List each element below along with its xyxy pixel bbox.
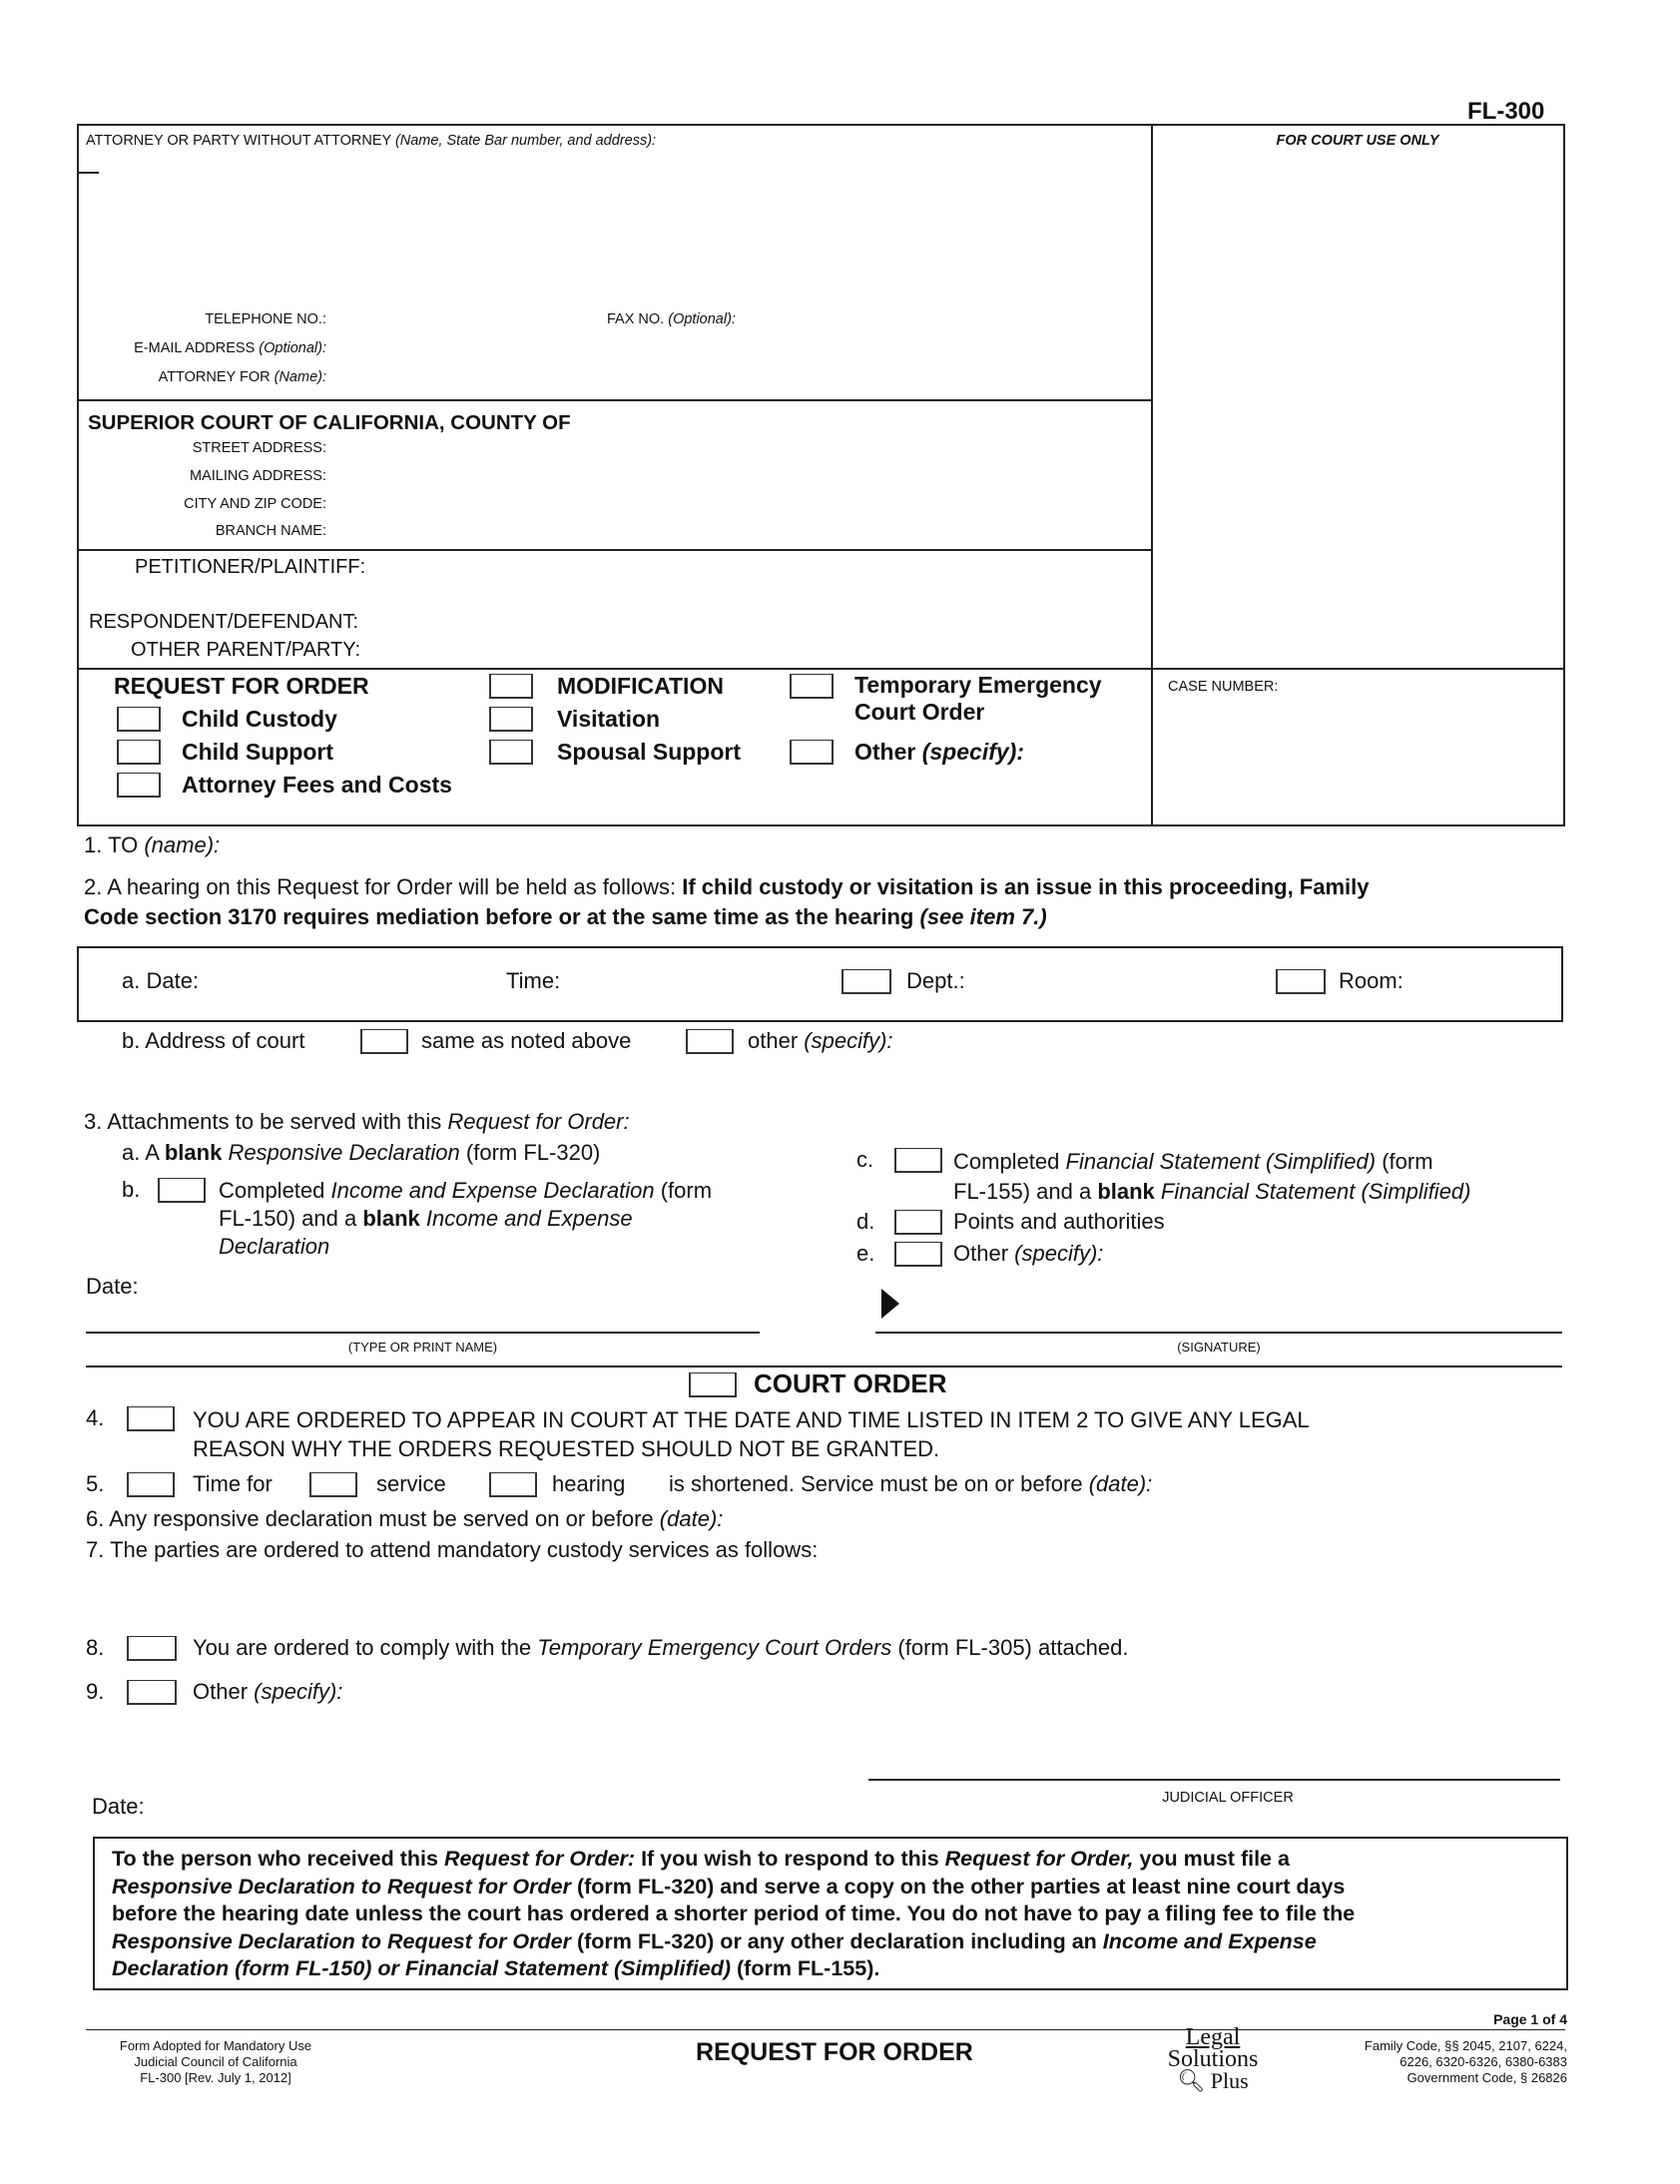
income-expense-checkbox[interactable]	[158, 1178, 206, 1203]
item-8: You are ordered to comply with the Temporary Emergency Court Orders (form FL-305) attached.	[193, 1635, 1129, 1660]
item-3c-label: c.	[856, 1147, 874, 1172]
item-3b: Completed Income and Expense Declaration (form FL-150) and a blank Income and Expense Declaration	[219, 1178, 713, 1259]
dept-checkbox[interactable]	[841, 969, 891, 994]
item-3b-label: b.	[122, 1177, 141, 1202]
attorney-label: ATTORNEY OR PARTY WITHOUT ATTORNEY (Name, State Bar number, and address):	[86, 133, 657, 149]
magnifier-icon: 🔍︎	[1177, 2068, 1206, 2093]
item-3c: Completed Financial Statement (Simplified) (form FL-155) and a blank Financial Statement (Simplified)	[953, 1149, 1471, 1204]
request-title: REQUEST FOR ORDER	[114, 673, 369, 699]
branch-label: BRANCH NAME:	[215, 523, 326, 539]
service-label: service	[376, 1471, 446, 1496]
room-checkbox[interactable]	[1276, 969, 1326, 994]
divider	[77, 668, 1563, 670]
respondent-label: RESPONDENT/DEFENDANT:	[89, 611, 359, 633]
other-address-label: other (specify):	[748, 1028, 893, 1053]
spousal-support-label: Spousal Support	[557, 739, 741, 765]
item-8-checkbox[interactable]	[127, 1636, 177, 1661]
item-6: 6. Any responsive declaration must be served on or before (date):	[86, 1506, 724, 1531]
item-3e: Other (specify):	[953, 1241, 1104, 1266]
modification-label: MODIFICATION	[557, 673, 724, 699]
telephone-label: TELEPHONE NO.:	[205, 311, 326, 327]
temporary-emergency-checkbox[interactable]	[790, 674, 834, 699]
other-address-checkbox[interactable]	[686, 1029, 734, 1054]
mailing-label: MAILING ADDRESS:	[190, 468, 326, 484]
item-3a: a. A blank Responsive Declaration (form FL-320)	[122, 1140, 601, 1165]
petitioner-label: PETITIONER/PLAINTIFF:	[135, 556, 366, 578]
city-label: CITY AND ZIP CODE:	[184, 496, 326, 512]
item-4-checkbox[interactable]	[127, 1406, 175, 1431]
case-number-label: CASE NUMBER:	[1168, 679, 1279, 695]
spousal-support-checkbox[interactable]	[489, 740, 533, 765]
court-use-divider	[1151, 124, 1153, 824]
footer-title: REQUEST FOR ORDER	[696, 2038, 973, 2066]
modification-checkbox[interactable]	[489, 674, 533, 699]
signature-arrow-icon	[881, 1289, 899, 1319]
item-3e-label: e.	[856, 1241, 875, 1266]
signature-line[interactable]	[875, 1332, 1562, 1334]
divider	[77, 399, 1152, 401]
hearing-label: hearing	[552, 1471, 626, 1496]
item-5-checkbox[interactable]	[127, 1472, 175, 1497]
attorney-fees-label: Attorney Fees and Costs	[182, 772, 452, 798]
hearing-time-label: Time:	[506, 968, 561, 993]
hearing-date-label: a. Date:	[122, 968, 200, 993]
other-request-checkbox[interactable]	[790, 740, 834, 765]
divider	[77, 549, 1152, 551]
fax-label: FAX NO. (Optional):	[607, 311, 736, 327]
item-9-checkbox[interactable]	[127, 1680, 177, 1705]
room-label: Room:	[1339, 968, 1403, 993]
notice-text: To the person who received this Request for Order: If you wish to respond to this Request for Order, you must file a Responsive Declaration to Request for Order (form FL-320) and serve a copy on the other parties at least nine court days before the hearing date unless the court has ordered a shorter period of time. You do not have to pay a filing fee to file the Responsive Declaration to Request for Order (form FL-320) or any other declaration including an Income and Expense Declaration (form FL-150) or Financial Statement (Simplified) (form FL-155).	[112, 1847, 1356, 1980]
time-for-label: Time for	[193, 1471, 273, 1496]
court-title: SUPERIOR COURT OF CALIFORNIA, COUNTY OF	[88, 411, 571, 434]
attorney-fees-checkbox[interactable]	[117, 773, 161, 798]
same-address-label: same as noted above	[421, 1028, 632, 1053]
item-1: 1. TO (name):	[84, 832, 221, 857]
item-4: YOU ARE ORDERED TO APPEAR IN COURT AT THE DATE AND TIME LISTED IN ITEM 2 TO GIVE ANY LEGAL REASON WHY THE ORDERS REQUESTED SHOULD NOT BE GRANTED.	[193, 1407, 1310, 1461]
visitation-label: Visitation	[557, 706, 661, 732]
code-citations: Family Code, §§ 2045, 2107, 6224, 6226, 6320-6326, 6380-6383 Government Code, § 26826	[1364, 2038, 1567, 2085]
temporary-emergency-label: Temporary Emergency Court Order	[854, 672, 1102, 725]
type-name-caption: (TYPE OR PRINT NAME)	[347, 1340, 498, 1355]
service-checkbox[interactable]	[309, 1472, 357, 1497]
item-2: 2. A hearing on this Request for Order will be held as follows: If child custody or visitation is an issue in this proceeding, Family Code section 3170 requires mediation before or at the same time as the hearing (see item 7.)	[84, 874, 1370, 929]
address-label: b. Address of court	[122, 1028, 305, 1053]
item-3d: Points and authorities	[953, 1209, 1165, 1234]
item-8-number: 8.	[86, 1635, 105, 1660]
name-line[interactable]	[86, 1332, 760, 1334]
item-3d-label: d.	[856, 1209, 875, 1234]
other-request-label: Other (specify):	[854, 739, 1024, 765]
court-order-title: COURT ORDER	[754, 1368, 947, 1398]
points-authorities-checkbox[interactable]	[894, 1210, 942, 1235]
footer-divider	[86, 2029, 1565, 2030]
item-3: 3. Attachments to be served with this Request for Order:	[84, 1109, 630, 1134]
order-date-label: Date:	[92, 1794, 145, 1819]
judicial-officer-line[interactable]	[868, 1779, 1560, 1781]
other-attachment-checkbox[interactable]	[894, 1242, 942, 1267]
form-id: FL-300	[1467, 98, 1545, 125]
court-order-checkbox[interactable]	[689, 1372, 737, 1397]
visitation-checkbox[interactable]	[489, 707, 533, 732]
same-address-checkbox[interactable]	[360, 1029, 408, 1054]
judicial-officer-caption: JUDICIAL OFFICER	[1162, 1790, 1294, 1806]
child-support-checkbox[interactable]	[117, 740, 161, 765]
attorney-for-label: ATTORNEY FOR (Name):	[158, 369, 326, 385]
hearing-checkbox[interactable]	[489, 1472, 537, 1497]
financial-statement-checkbox[interactable]	[894, 1148, 942, 1173]
child-custody-label: Child Custody	[182, 706, 337, 732]
shortened-label: is shortened. Service must be on or before (date):	[669, 1471, 1153, 1496]
signature-caption: (SIGNATURE)	[1177, 1340, 1261, 1355]
mark	[79, 172, 99, 174]
item-9-number: 9.	[86, 1679, 105, 1704]
date-label: Date:	[86, 1274, 139, 1299]
item-5-number: 5.	[86, 1471, 105, 1496]
dept-label: Dept.:	[906, 968, 965, 993]
divider	[86, 1365, 1562, 1367]
page-number: Page 1 of 4	[1493, 2011, 1567, 2027]
court-use-label: FOR COURT USE ONLY	[1276, 133, 1439, 149]
email-label: E-MAIL ADDRESS (Optional):	[134, 340, 326, 356]
child-support-label: Child Support	[182, 739, 334, 765]
item-9: Other (specify):	[193, 1679, 343, 1704]
other-party-label: OTHER PARENT/PARTY:	[131, 639, 361, 661]
adopted-note: Form Adopted for Mandatory Use Judicial Council of California FL-300 [Rev. July 1, 2012]	[119, 2038, 312, 2085]
street-label: STREET ADDRESS:	[192, 440, 326, 456]
child-custody-checkbox[interactable]	[117, 707, 161, 732]
item-4-number: 4.	[86, 1405, 105, 1430]
item-7: 7. The parties are ordered to attend mandatory custody services as follows:	[86, 1537, 819, 1562]
legal-solutions-logo: Legal Solutions 🔍︎ Plus	[1167, 2024, 1259, 2093]
